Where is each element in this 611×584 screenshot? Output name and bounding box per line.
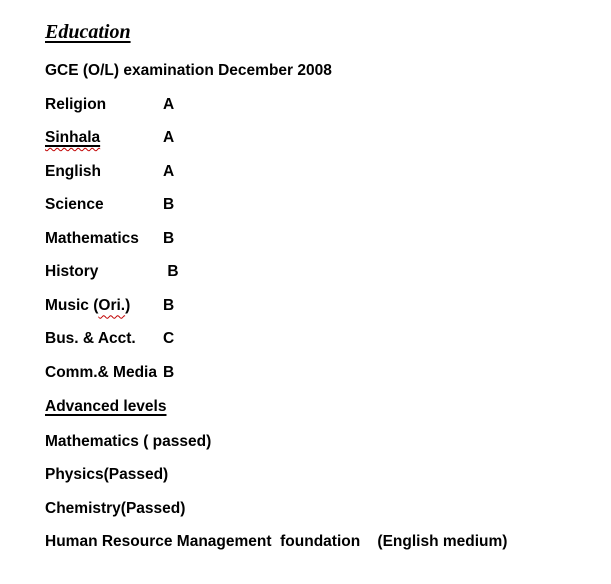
advanced-levels-heading: Advanced levels [45,398,167,415]
subject-name [45,298,163,314]
heading-row [45,22,591,43]
al-result-line: Physics(Passed) [45,466,169,483]
ol-result-row [45,130,591,146]
hrm-foundation-line: Human Resource Management foundation (English medium) [45,533,508,550]
subject-name: English [45,162,101,180]
al-result-line: Mathematics ( passed) [45,432,212,450]
spellcheck-wavy-text [45,129,100,146]
subject-text: ) [125,296,131,314]
subject-name: History [45,263,99,280]
al-results-list [45,434,591,517]
subject-name: Bus. & Acct. [45,330,136,347]
ol-result-row [45,264,591,280]
grade-value: A [163,129,175,146]
education-heading: Education [45,21,131,43]
subject-name: Religion [45,95,107,113]
grade-value: B [163,196,175,213]
subject-name: Mathematics [45,229,139,247]
spellcheck-wavy-text: Ori. [98,296,126,314]
ol-result-row [45,164,591,180]
ol-result-row [45,197,591,213]
grade-value: B [163,229,175,247]
grade-value: B [163,263,179,280]
grade-value: A [163,95,175,113]
advanced-levels-row [45,398,591,416]
ol-result-row [45,298,591,314]
ol-result-row [45,97,591,113]
al-result-line: Chemistry(Passed) [45,499,186,517]
grade-value: A [163,162,175,180]
subject-name [45,130,163,146]
subject-name: Science [45,196,104,213]
exam-title: GCE (O/L) examination December 2008 [45,62,332,79]
grade-value: B [163,363,175,381]
subject-text: Music ( [45,296,99,314]
ol-result-row [45,365,591,381]
ol-results-list [45,97,591,381]
grade-value: B [163,296,175,314]
ol-result-row [45,231,591,247]
subject-name: Comm.& Media [45,363,157,381]
subject-text: Sinhala [45,129,101,146]
grade-value: C [163,330,175,347]
ol-result-row [45,331,591,347]
